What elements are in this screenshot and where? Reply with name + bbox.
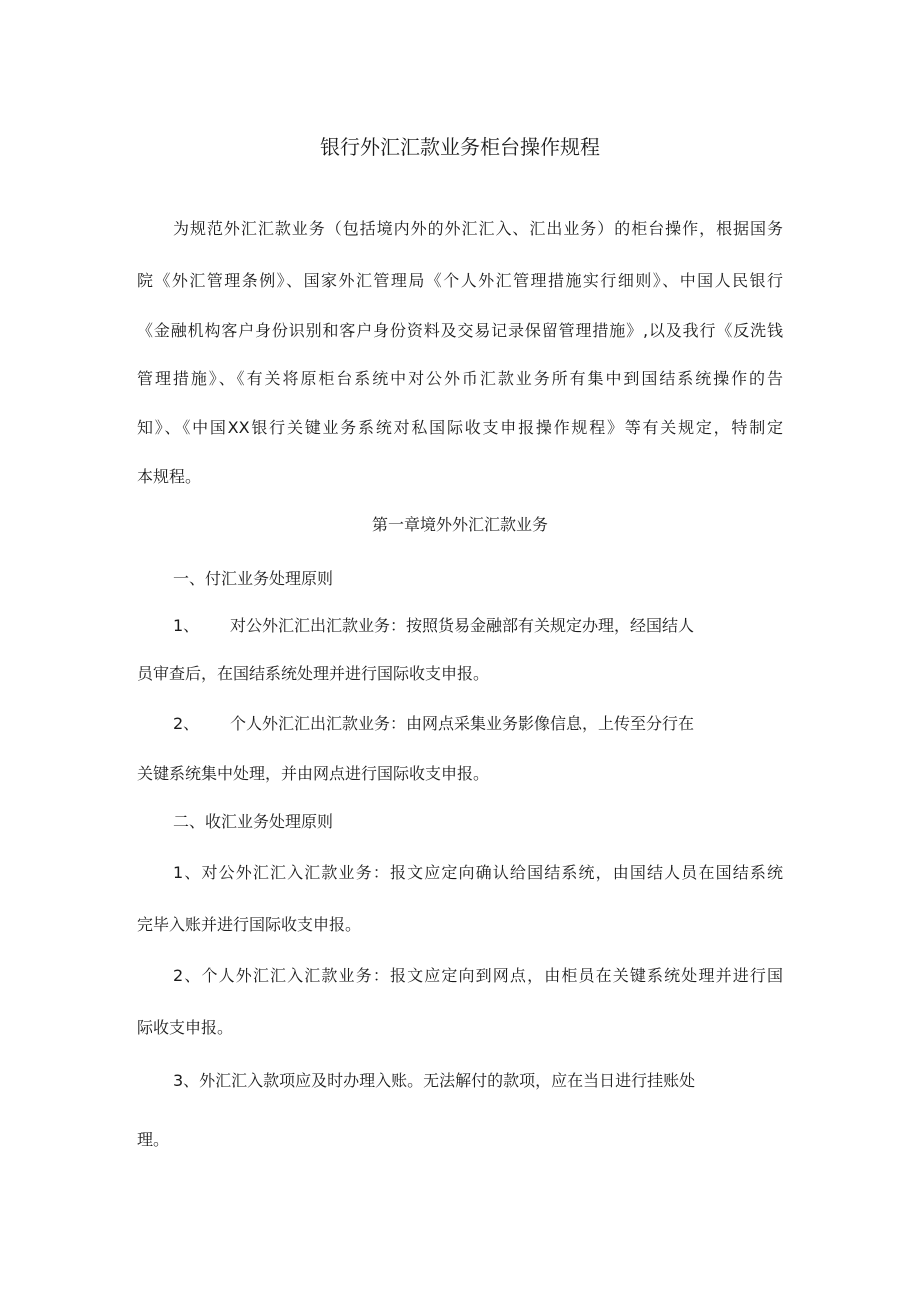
- receipt-item-2-line-1: 2、个人外汇汇入汇款业务：报文应定向到网点，由柜员在关键系统处理并进行国: [173, 966, 783, 985]
- intro-line-4: 管理措施》、《有关将原柜台系统中对公外币汇款业务所有集中到国结系统操作的告: [137, 369, 783, 388]
- receipt-item-3-line-2: 理。: [137, 1130, 170, 1149]
- section-heading-receipt: 二、收汇业务处理原则: [173, 812, 334, 831]
- intro-line-2: 院《外汇管理条例》、国家外汇管理局《个人外汇管理措施实行细则》、中国人民银行: [137, 271, 783, 290]
- payment-item-1-number: 1、: [173, 616, 200, 635]
- payment-item-2-line-2: 关键系统集中处理，并由网点进行国际收支申报。: [137, 764, 490, 783]
- receipt-item-1-line-2: 完毕入账并进行国际收支申报。: [137, 915, 362, 934]
- receipt-item-2-line-2: 际收支申报。: [137, 1018, 234, 1037]
- payment-item-2-number: 2、: [173, 714, 200, 733]
- section-heading-payment: 一、付汇业务处理原则: [173, 569, 334, 588]
- payment-item-1-line-1: 对公外汇汇出汇款业务：按照货易金融部有关规定办理，经国结人: [230, 616, 695, 635]
- chapter-heading: 第一章境外外汇汇款业务: [371, 515, 548, 534]
- payment-item-1-line-2: 员审查后，在国结系统处理并进行国际收支申报。: [137, 664, 490, 683]
- intro-line-6: 本规程。: [137, 467, 202, 486]
- receipt-item-1-line-1: 1、对公外汇汇入汇款业务：报文应定向确认给国结系统，由国结人员在国结系统: [173, 863, 783, 882]
- receipt-item-3-line-1: 3、外汇汇入款项应及时办理入账。无法解付的款项，应在当日进行挂账处: [173, 1071, 696, 1090]
- intro-line-1: 为规范外汇汇款业务（包括境内外的外汇汇入、汇出业务）的柜台操作，根据国务: [173, 219, 783, 238]
- intro-line-3: 《金融机构客户身份识别和客户身份资料及交易记录保留管理措施》,以及我行《反洗钱: [137, 321, 783, 340]
- intro-line-5: 知》、《中国XX银行关键业务系统对私国际收支申报操作规程》等有关规定，特制定: [137, 418, 783, 437]
- document-title: 银行外汇汇款业务柜台操作规程: [320, 135, 600, 159]
- payment-item-2-line-1: 个人外汇汇出汇款业务：由网点采集业务影像信息，上传至分行在: [230, 714, 695, 733]
